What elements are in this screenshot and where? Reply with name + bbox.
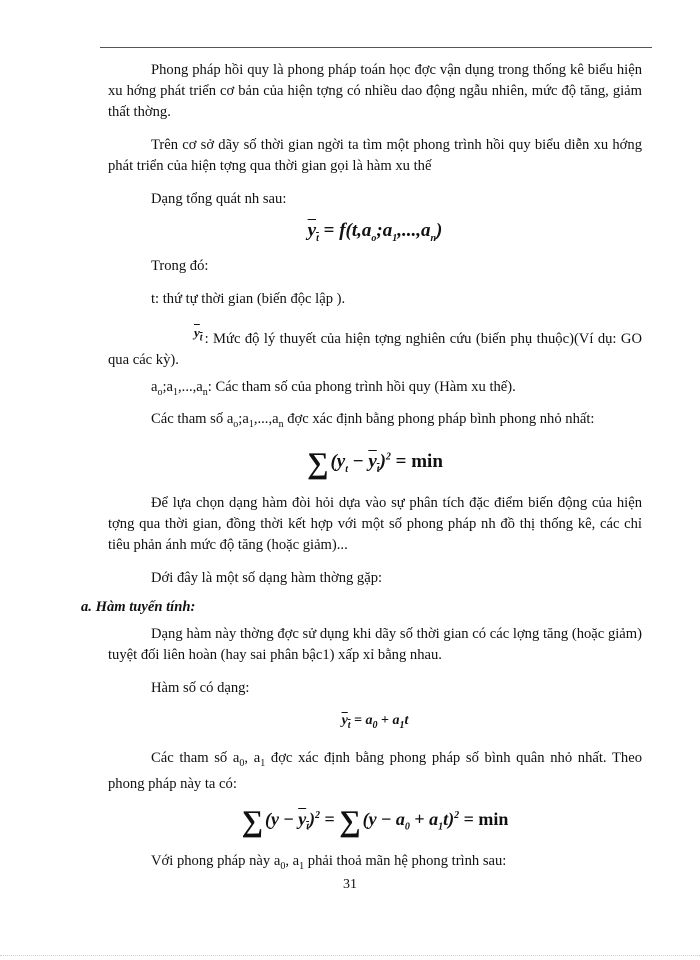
paragraph-linear-usage: Dạng hàm này thờng đợc sử dụng khi dãy số thời gian có các lợng tăng (hoặc giảm) tuyệt đối liên hoàn (hay sai phân bậc1) xấp xỉ bằng nhau. — [108, 625, 642, 663]
paragraph-linear-params: Các tham số $a_0$, $a_1$ đợc xác định bằng phong pháp số bình quân nhỏ nhất. Theo phong pháp này ta có: — [108, 750, 642, 793]
paragraph-intro: Phong pháp hồi quy là phong pháp toán học đợc vận dụng trong thống kê biểu hiện xu hớng phát triển cơ bản của hiện tợng có nhiều dao động ngẫu nhiên, mức độ tăng, giảm thất thờng. — [108, 62, 642, 120]
heading-linear-function: a. Hàm tuyến tính: — [81, 598, 196, 615]
paragraph-parameters: $a_o;a_1,...,a_n$: Các tham số của phong trình hồi quy (Hàm xu thế). — [151, 378, 516, 398]
paragraph-common-forms: Dới đây là một số dạng hàm thờng gặp: — [151, 569, 383, 586]
formula-general: $y_t$ = $f(t,a_o;a_1,...,a_n)$ — [307, 220, 443, 244]
paragraph-where: Trong đó: — [151, 257, 209, 274]
paragraph-trend-function: Trên cơ sở dãy số thời gian ngời ta tìm một phong trình hồi quy biểu diễn xu hớng phát triển của hiện tợng qua thời gian gọi là hàm xu thế — [108, 137, 642, 174]
paragraph-choose-form: Để lựa chọn dạng hàm đòi hỏi dựa vào sự phân tích đặc điểm biến động của hiện tợng qua thời gian, đồng thời kết hợp với một số phong pháp nh đồ thị thống kê, các chỉ tiêu phản ánh mức độ tăng (hoặc giảm)... — [108, 494, 642, 553]
header-rule — [100, 47, 652, 48]
paragraph-time-variable: t: thứ tự thời gian (biến độc lập ). — [151, 290, 346, 307]
bottom-border — [0, 955, 700, 956]
formula-linear-least-squares: ∑ $(y - y_t)^2$ = ∑ $(y - a_0 + a_1t)^2 = \min$ — [241, 805, 509, 839]
page-number: 31 — [343, 877, 357, 892]
paragraph-system-equations: Với phong pháp này $a_0$, $a_1$ phải thoả mãn hệ phong trình sau: — [151, 853, 507, 873]
paragraph-least-squares-intro: Các tham số $a_o;a_1,...,a_n$ đợc xác định bằng phong pháp bình phong nhỏ nhất: — [151, 410, 595, 430]
yt-symbol: $y_t$ — [194, 324, 203, 344]
page-body — [81, 60, 642, 877]
paragraph-function-form: Hàm số có dạng: — [151, 679, 250, 696]
paragraph-theoretical-level: $y_t$ : Mức độ lý thuyết của hiện tợng nghiên cứu (biến phụ thuộc)(Ví dụ: GO qua các kỳ). — [108, 322, 642, 371]
formula-least-squares: ∑ $(y_t - y_t)^2 = \min$ — [307, 446, 443, 480]
formula-linear: $y_t = a_0 + a_1t$ — [341, 712, 409, 731]
paragraph-general-form: Dạng tổng quát nh sau: — [151, 191, 287, 207]
